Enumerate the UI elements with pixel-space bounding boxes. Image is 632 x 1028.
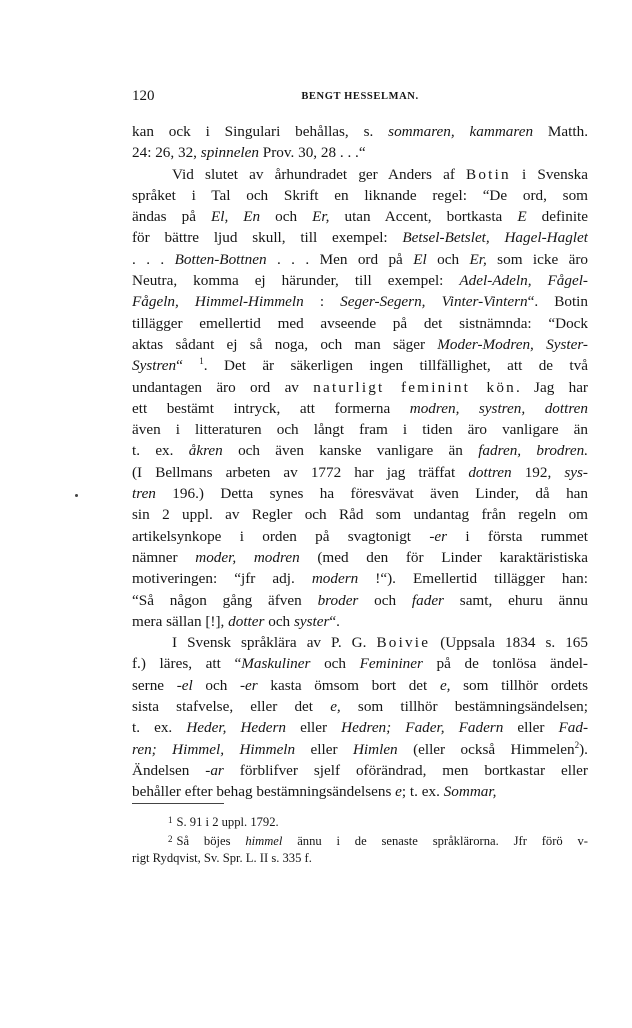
text-run: och bbox=[192, 676, 240, 694]
text-line bbox=[132, 483, 588, 504]
text-run: sista stafvelse, eller det bbox=[132, 698, 331, 716]
text-run: eller bbox=[286, 719, 342, 737]
italic-text: fader bbox=[411, 591, 444, 609]
footnote-text: S. 91 i 2 uppl. 1792. bbox=[176, 815, 279, 829]
italic-text: Moder-Modren, Syster- bbox=[437, 335, 588, 353]
spaced-text: Boivie bbox=[376, 634, 431, 652]
text-run: och bbox=[260, 208, 313, 226]
text-run: (Uppsala 1834 s. 165 bbox=[430, 634, 588, 652]
text-run: : bbox=[303, 293, 341, 311]
running-title: BENGT HESSELMAN. bbox=[301, 91, 419, 102]
footnote-text-rest: ännu i de senaste språklärorna. Jfr förö v- bbox=[282, 834, 588, 848]
text-run: ; t. ex. bbox=[401, 783, 444, 801]
text-run: som icke äro bbox=[486, 250, 588, 268]
italic-text: Betsel-Betslet, Hagel-Haglet bbox=[402, 229, 588, 247]
text-run: “ bbox=[176, 357, 200, 375]
text-run: på de tonlösa ändel- bbox=[422, 655, 588, 673]
text-run: och även kanske vanligare än bbox=[222, 442, 479, 460]
text-run: f.) läres, att “ bbox=[132, 655, 242, 673]
text-line bbox=[132, 590, 588, 611]
text-line bbox=[132, 504, 588, 525]
text-run: Neutra, komma ej härunder, till exempel: bbox=[132, 272, 460, 290]
footnote-rule bbox=[132, 803, 224, 804]
text-run: . . . bbox=[132, 250, 175, 268]
italic-text: åkren bbox=[188, 442, 223, 460]
italic-text: Er, bbox=[312, 208, 330, 226]
text-run: “. Botin bbox=[527, 293, 588, 311]
text-run: ett bestämt intryck, att formerna bbox=[132, 399, 410, 417]
text-run: sin 2 uppl. av Regler och Råd som undantag från regeln om bbox=[132, 506, 588, 524]
italic-text: e bbox=[395, 783, 402, 801]
text-line bbox=[132, 717, 588, 738]
text-line bbox=[132, 632, 588, 653]
text-run: utan Accent, bortkasta bbox=[329, 208, 518, 226]
text-run: tillägger emellertid med avseende på det sistnämnda: “Dock bbox=[132, 314, 588, 332]
footnote-line bbox=[132, 830, 588, 849]
text-run: motiveringen: “jfr adj. bbox=[132, 570, 312, 588]
text-line bbox=[132, 462, 588, 483]
text-run: serne bbox=[132, 676, 177, 694]
text-line bbox=[132, 419, 588, 440]
text-line bbox=[132, 185, 588, 206]
italic-text: Fågeln, Himmel-Himmeln bbox=[132, 293, 304, 311]
italic-text: Hedren; Fader, Fadern bbox=[341, 719, 504, 737]
italic-text: Maskuliner bbox=[241, 655, 311, 673]
italic-text: broder bbox=[317, 591, 359, 609]
text-run: t. ex. bbox=[132, 442, 189, 460]
text-line bbox=[132, 526, 588, 547]
text-line bbox=[132, 121, 588, 142]
text-line bbox=[132, 696, 588, 717]
italic-text: e, bbox=[330, 698, 341, 716]
text-run: och bbox=[426, 250, 470, 268]
italic-text: moder, modren bbox=[195, 548, 300, 566]
italic-text: -er bbox=[239, 676, 258, 694]
italic-text: syster bbox=[293, 612, 330, 630]
footnote-line bbox=[132, 849, 588, 868]
text-run: 192, bbox=[511, 463, 565, 481]
italic-text: Femininer bbox=[359, 655, 423, 673]
text-run: “Så någon gång äfven bbox=[132, 591, 318, 609]
footnote-reference: 1 bbox=[199, 356, 204, 367]
italic-text: sommaren, kammaren bbox=[388, 123, 534, 140]
text-line bbox=[132, 739, 588, 760]
text-run: och bbox=[358, 591, 412, 609]
text-run: (I Bellmans arbeten av 1772 har jag träffat bbox=[132, 463, 469, 481]
text-line bbox=[132, 547, 588, 568]
text-run: . . . Men ord på bbox=[266, 250, 414, 268]
text-line bbox=[132, 291, 588, 312]
text-line bbox=[132, 164, 588, 185]
text-run: (eller också Himmelen bbox=[397, 740, 575, 758]
text-run: samt, ehuru ännu bbox=[443, 591, 588, 609]
text-line bbox=[132, 653, 588, 674]
text-line bbox=[132, 206, 588, 227]
text-run: (med den för Linder karaktäristiska bbox=[299, 548, 588, 566]
text-run: ). bbox=[579, 740, 588, 758]
text-line bbox=[132, 270, 588, 291]
text-line bbox=[132, 377, 588, 398]
text-run: Ändelsen bbox=[132, 761, 206, 779]
text-line bbox=[132, 398, 588, 419]
italic-text: El bbox=[413, 250, 427, 268]
text-line bbox=[132, 249, 588, 270]
text-run: och bbox=[310, 655, 360, 673]
text-run: Prov. 30, 28 . . .“ bbox=[259, 144, 366, 162]
text-run: i Svenska bbox=[510, 165, 588, 183]
text-line bbox=[132, 675, 588, 696]
text-run: mera sällan [!], bbox=[132, 612, 229, 630]
italic-text: -el bbox=[176, 676, 193, 694]
text-run: “. bbox=[329, 612, 340, 630]
footnote-text: rigt Rydqvist, Sv. Spr. L. II s. 335 f. bbox=[132, 851, 312, 865]
text-run: kan ock i Singulari behållas, s. bbox=[132, 123, 389, 140]
italic-text: Er, bbox=[469, 250, 487, 268]
text-run: eller bbox=[503, 719, 559, 737]
text-run: även i litteraturen och långt fram i tiden äro vanligare än bbox=[132, 421, 588, 439]
footnote-mark: 1 bbox=[168, 815, 173, 825]
italic-text: spinnelen bbox=[200, 144, 259, 162]
text-run: och bbox=[264, 612, 294, 630]
italic-text: El, En bbox=[210, 208, 261, 226]
text-line bbox=[132, 334, 588, 355]
italic-text: -ar bbox=[205, 761, 224, 779]
text-run: 24: 26, 32, bbox=[132, 144, 201, 162]
text-run: språket i Tal och Skrift en liknande regel: “De ord, som bbox=[132, 186, 588, 204]
italic-text: Himlen bbox=[352, 740, 398, 758]
footnote-text: Så böjes bbox=[176, 834, 246, 848]
text-run: . Jag har bbox=[515, 378, 588, 396]
text-line bbox=[132, 142, 588, 163]
italic-text: sys- bbox=[564, 463, 588, 481]
text-run: t. ex. bbox=[132, 719, 187, 737]
text-run: eller bbox=[295, 740, 353, 758]
text-run: !“). Emellertid tillägger han: bbox=[358, 570, 588, 588]
italic-text: -er bbox=[429, 527, 448, 545]
text-line bbox=[132, 781, 588, 802]
text-line bbox=[132, 227, 588, 248]
text-line bbox=[132, 440, 588, 461]
footnote-mark: 2 bbox=[168, 834, 173, 844]
text-run: artikelsynkope i orden på svagtonigt bbox=[132, 527, 430, 545]
italic-text: Adel-Adeln, Fågel- bbox=[459, 272, 588, 290]
text-line bbox=[132, 313, 588, 334]
page-header bbox=[132, 88, 588, 108]
italic-text: dotter bbox=[228, 612, 265, 630]
italic-text: dottren bbox=[468, 463, 512, 481]
text-line bbox=[132, 611, 588, 632]
text-line bbox=[132, 355, 588, 376]
text-run: kasta ömsom bort det bbox=[257, 676, 440, 694]
text-line bbox=[132, 568, 588, 589]
text-run: Vid slutet av århundradet ger Anders af bbox=[172, 165, 467, 183]
text-run: Matth. bbox=[533, 123, 588, 140]
text-line bbox=[132, 760, 588, 781]
italic-text: tren bbox=[132, 485, 156, 503]
spaced-text: Botin bbox=[466, 165, 511, 183]
text-run: aktas sådant ej så noga, och man säger bbox=[132, 335, 438, 353]
text-run: som tillhör bestämningsändelsen; bbox=[340, 698, 588, 716]
italic-text: Sommar, bbox=[443, 783, 497, 801]
text-run: 196.) Detta synes ha föresvävat även Linder, då han bbox=[155, 485, 588, 503]
text-run: för bättre ljud skull, till exempel: bbox=[132, 229, 403, 247]
page-number: 120 bbox=[132, 88, 155, 104]
italic-text: Seger-Segern, Vinter-Vintern bbox=[340, 293, 528, 311]
italic-text: E bbox=[517, 208, 527, 226]
text-run: I Svensk språklära av P. G. bbox=[172, 634, 377, 652]
text-run: som tillhör ordets bbox=[450, 676, 588, 694]
text-run: i första rummet bbox=[447, 527, 588, 545]
italic-text: Heder, Hedern bbox=[186, 719, 287, 737]
text-run: ändas på bbox=[132, 208, 211, 226]
body-text bbox=[132, 121, 588, 803]
italic-text: modren, systren, dottren bbox=[409, 399, 588, 417]
text-run: nämner bbox=[132, 548, 196, 566]
text-run: definite bbox=[526, 208, 588, 226]
footnote-italic: himmel bbox=[245, 834, 283, 848]
italic-text: e, bbox=[439, 676, 451, 694]
text-run: förblifver sjelf oförändrad, men bortkastar eller bbox=[223, 761, 588, 779]
text-run: behåller efter behag bestämningsändelsens bbox=[132, 783, 396, 801]
text-run: . Det är säkerligen ingen tillfällighet, att de två bbox=[203, 357, 588, 375]
italic-text: Botten-Bottnen bbox=[174, 250, 267, 268]
italic-text: fadren, brodren. bbox=[478, 442, 588, 460]
margin-mark bbox=[75, 494, 78, 497]
italic-text: Fad- bbox=[558, 719, 588, 737]
italic-text: ren; Himmel, Himmeln bbox=[132, 740, 296, 758]
footnote-reference: 2 bbox=[574, 739, 580, 750]
italic-text: modern bbox=[311, 570, 359, 588]
italic-text: Systren bbox=[132, 357, 177, 375]
footnotes bbox=[132, 811, 588, 868]
footnote-line bbox=[132, 811, 588, 830]
spaced-text: naturligt feminint kön bbox=[313, 378, 516, 396]
text-run: undantagen äro ord av bbox=[132, 378, 314, 396]
